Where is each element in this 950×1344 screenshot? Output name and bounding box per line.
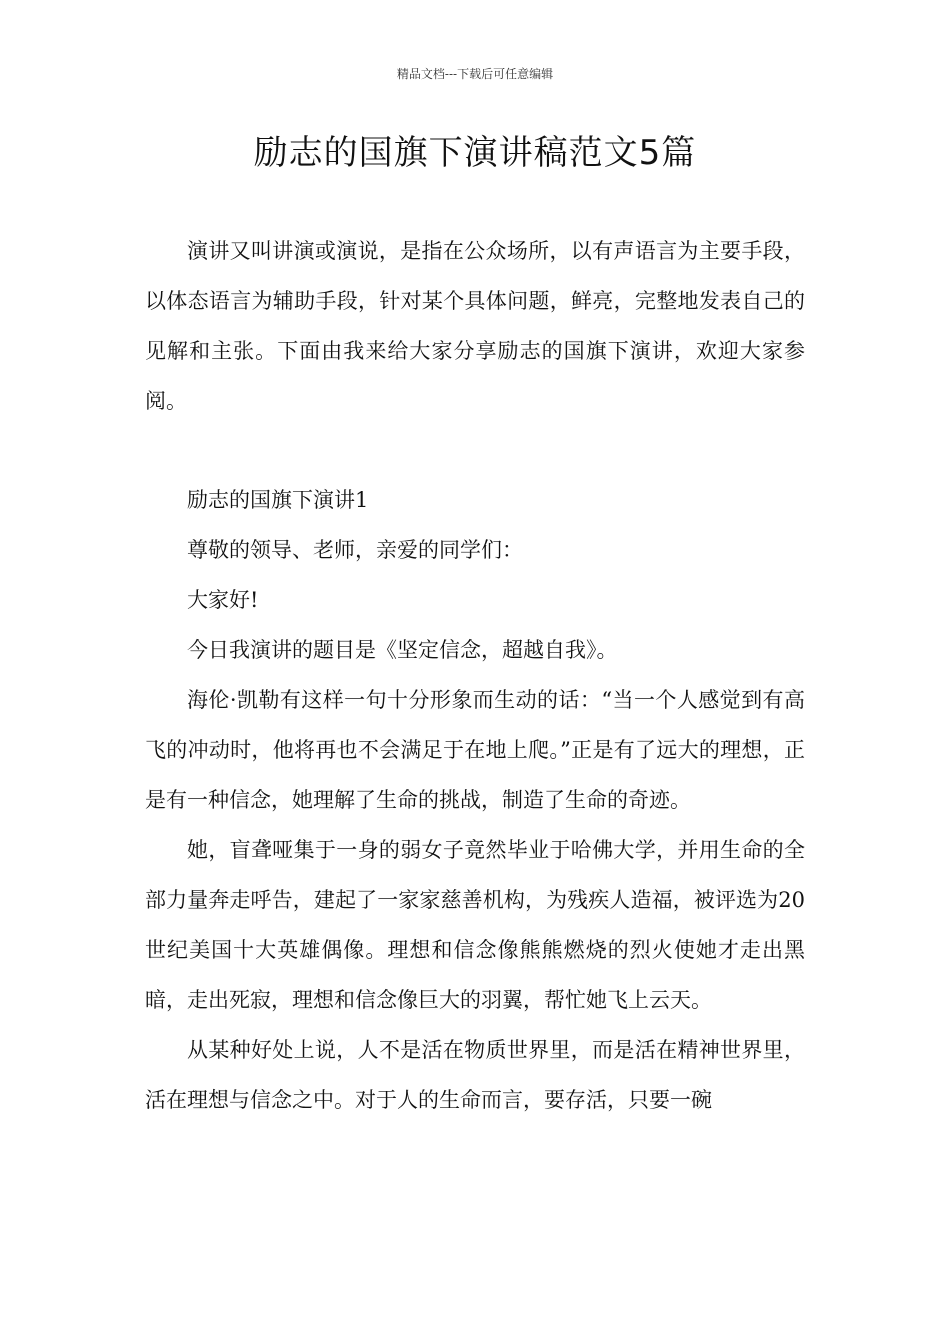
speech-section — [145, 475, 805, 1125]
intro-paragraph: 演讲又叫讲演或演说，是指在公众场所，以有声语言为主要手段，以体态语言为辅助手段，针对某个具体问题，鲜亮，完整地发表自己的见解和主张。下面由我来给大家分享励志的国旗下演讲，欢迎大家参阅。 — [145, 239, 805, 413]
greeting: 大家好! — [187, 588, 259, 612]
body-paragraph: 她，盲聋哑集于一身的弱女子竟然毕业于哈佛大学，并用生命的全部力量奔走呼告，建起了一家家慈善机构，为残疾人造福，被评选为20世纪美国十大英雄偶像。理想和信念像熊熊燃烧的烈火使她才走出黑暗，走出死寂，理想和信念像巨大的羽翼，帮忙她飞上云天。 — [145, 838, 805, 1012]
speech-heading: 励志的国旗下演讲1 — [187, 488, 369, 512]
body-paragraph: 从某种好处上说，人不是活在物质世界里，而是活在精神世界里，活在理想与信念之中。对于人的生命而言，要存活，只要一碗 — [145, 1038, 805, 1112]
body-paragraph: 海伦·凯勒有这样一句十分形象而生动的话：“当一个人感觉到有高飞的冲动时，他将再也不会满足于在地上爬。”正是有了远大的理想，正是有一种信念，她理解了生命的挑战，制造了生命的奇迹。 — [145, 688, 805, 812]
header-note: 精品文档---下载后可任意编辑 — [396, 67, 554, 81]
intro-section — [145, 226, 805, 426]
salutation: 尊敬的领导、老师，亲爱的同学们： — [187, 538, 523, 562]
speech-topic: 今日我演讲的题目是《坚定信念，超越自我》。 — [187, 638, 618, 662]
document-title: 励志的国旗下演讲稿范文5篇 — [253, 133, 697, 173]
